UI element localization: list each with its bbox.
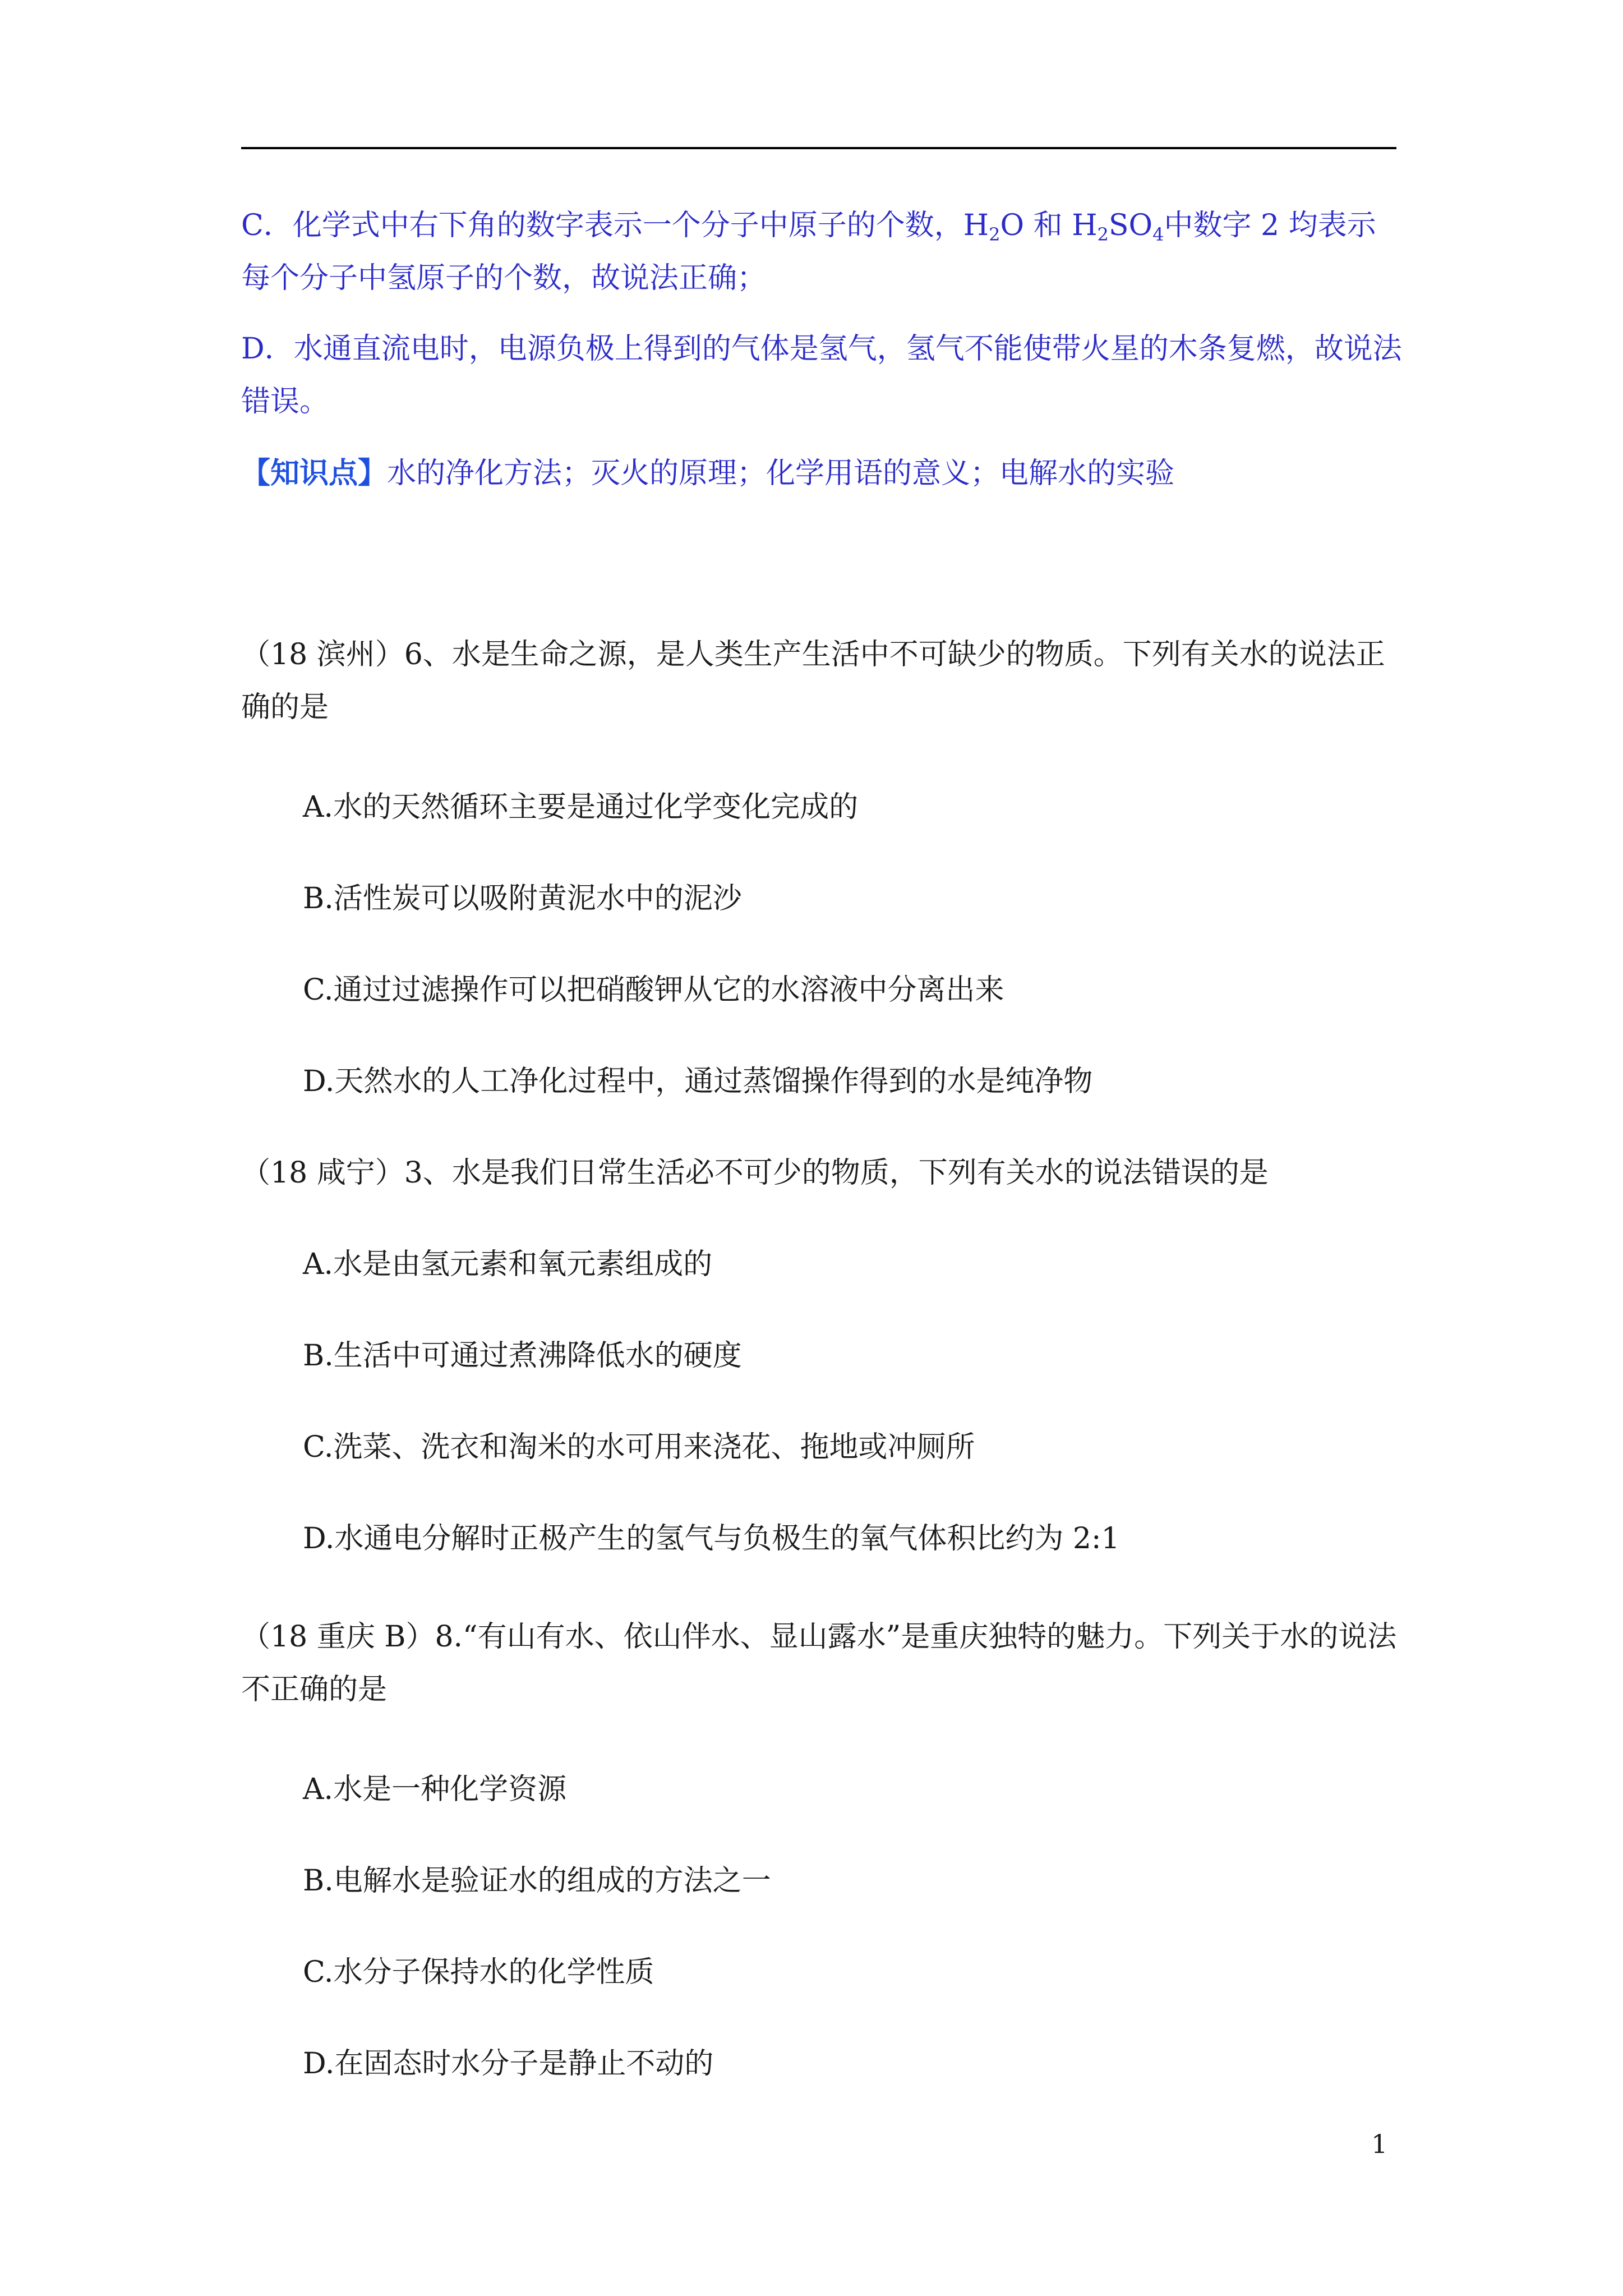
answer-c: C．化学式中右下角的数字表示一个分子中原子的个数，$H_2O$ 和 $H_2SO_4$中数字 2 均表示每个分子中氢原子的个数，故说法正确； <box>241 209 1376 295</box>
question-option: C.水分子保持水的化学性质 <box>303 1955 654 1989</box>
question-option: D.天然水的人工净化过程中，通过蒸馏操作得到的水是纯净物 <box>303 1065 1093 1098</box>
question-option: A.水的天然循环主要是通过化学变化完成的 <box>303 790 859 824</box>
question-option: B.电解水是验证水的组成的方法之一 <box>303 1864 771 1898</box>
question-option: D.在固态时水分子是静止不动的 <box>303 2047 714 2081</box>
question-option: A.水是一种化学资源 <box>303 1773 567 1806</box>
question-stem: （18 重庆 B）8.“有山有水、依山伴水、显山露水”是重庆独特的魅力。下列关于水的说法不正确的是 <box>241 1620 1397 1706</box>
question-option: D.水通电分解时正极产生的氢气与负极生的氧气体积比约为 2:1 <box>303 1522 1120 1556</box>
answer-d: D．水通直流电时，电源负极上得到的气体是氢气，氢气不能使带火星的木条复燃，故说法错误。 <box>241 332 1402 418</box>
knowledge-tag: 【知识点】 <box>241 456 388 490</box>
knowledge-text: 水的净化方法；灭火的原理；化学用语的意义；电解水的实验 <box>387 457 1175 490</box>
question-option: B.生活中可通过煮沸降低水的硬度 <box>303 1339 742 1373</box>
header-rule <box>241 147 1396 149</box>
question-option: A.水是由氢元素和氧元素组成的 <box>303 1248 713 1281</box>
page-number: 1 <box>1371 2129 1388 2159</box>
question-option: B.活性炭可以吸附黄泥水中的泥沙 <box>303 882 742 915</box>
question-option: C.通过过滤操作可以把硝酸钾从它的水溶液中分离出来 <box>303 973 1004 1007</box>
knowledge-points <box>241 447 1402 500</box>
question-option: C.洗菜、洗衣和淘米的水可用来浇花、拖地或冲厕所 <box>303 1430 975 1464</box>
question-stem: （18 咸宁）3、水是我们日常生活必不可少的物质，下列有关水的说法错误的是 <box>241 1156 1269 1190</box>
question-stem: （18 滨州）6、水是生命之源，是人类生产生活中不可缺少的物质。下列有关水的说法正确的是 <box>241 638 1385 724</box>
